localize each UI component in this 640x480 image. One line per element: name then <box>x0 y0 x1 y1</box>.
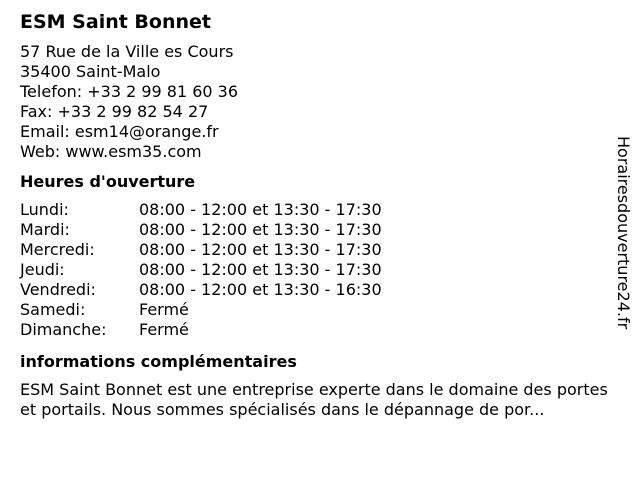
hours-day: Dimanche: <box>20 320 107 339</box>
hours-row-monday <box>20 200 620 220</box>
address-street: 57 Rue de la Ville es Cours <box>20 42 234 61</box>
hours-time: Fermé <box>139 300 189 319</box>
contact-block <box>20 42 620 162</box>
hours-table <box>20 200 620 340</box>
hours-time: Fermé <box>139 320 189 339</box>
business-name: ESM Saint Bonnet <box>20 11 211 33</box>
hours-time: 08:00 - 12:00 et 13:30 - 17:30 <box>139 240 382 259</box>
hours-time: 08:00 - 12:00 et 13:30 - 16:30 <box>139 280 382 299</box>
hours-row-thursday <box>20 260 620 280</box>
hours-day: Mardi: <box>20 220 70 239</box>
phone-number: Telefon: +33 2 99 81 60 36 <box>20 82 239 101</box>
hours-heading: Heures d'ouverture <box>20 172 196 191</box>
info-heading: informations complémentaires <box>20 352 297 371</box>
email-address: Email: esm14@orange.fr <box>20 122 219 141</box>
hours-time: 08:00 - 12:00 et 13:30 - 17:30 <box>139 200 382 219</box>
info-description: ESM Saint Bonnet est une entreprise experte dans le domaine des portes et portails. Nous sommes spécialisés dans le dépannage de por... <box>20 380 608 419</box>
hours-row-tuesday <box>20 220 620 240</box>
site-watermark: Horairesdouverture24.fr <box>614 136 633 330</box>
hours-day: Vendredi: <box>20 280 96 299</box>
hours-day: Mercredi: <box>20 240 95 259</box>
hours-row-saturday <box>20 300 620 320</box>
hours-time: 08:00 - 12:00 et 13:30 - 17:30 <box>139 260 382 279</box>
business-card <box>20 10 620 420</box>
hours-day: Samedi: <box>20 300 86 319</box>
address-city: 35400 Saint-Malo <box>20 62 161 81</box>
hours-time: 08:00 - 12:00 et 13:30 - 17:30 <box>139 220 382 239</box>
fax-number: Fax: +33 2 99 82 54 27 <box>20 102 209 121</box>
hours-day: Lundi: <box>20 200 69 219</box>
hours-row-sunday <box>20 320 620 340</box>
website: Web: www.esm35.com <box>20 142 202 161</box>
hours-day: Jeudi: <box>20 260 65 279</box>
hours-row-wednesday <box>20 240 620 260</box>
hours-row-friday <box>20 280 620 300</box>
